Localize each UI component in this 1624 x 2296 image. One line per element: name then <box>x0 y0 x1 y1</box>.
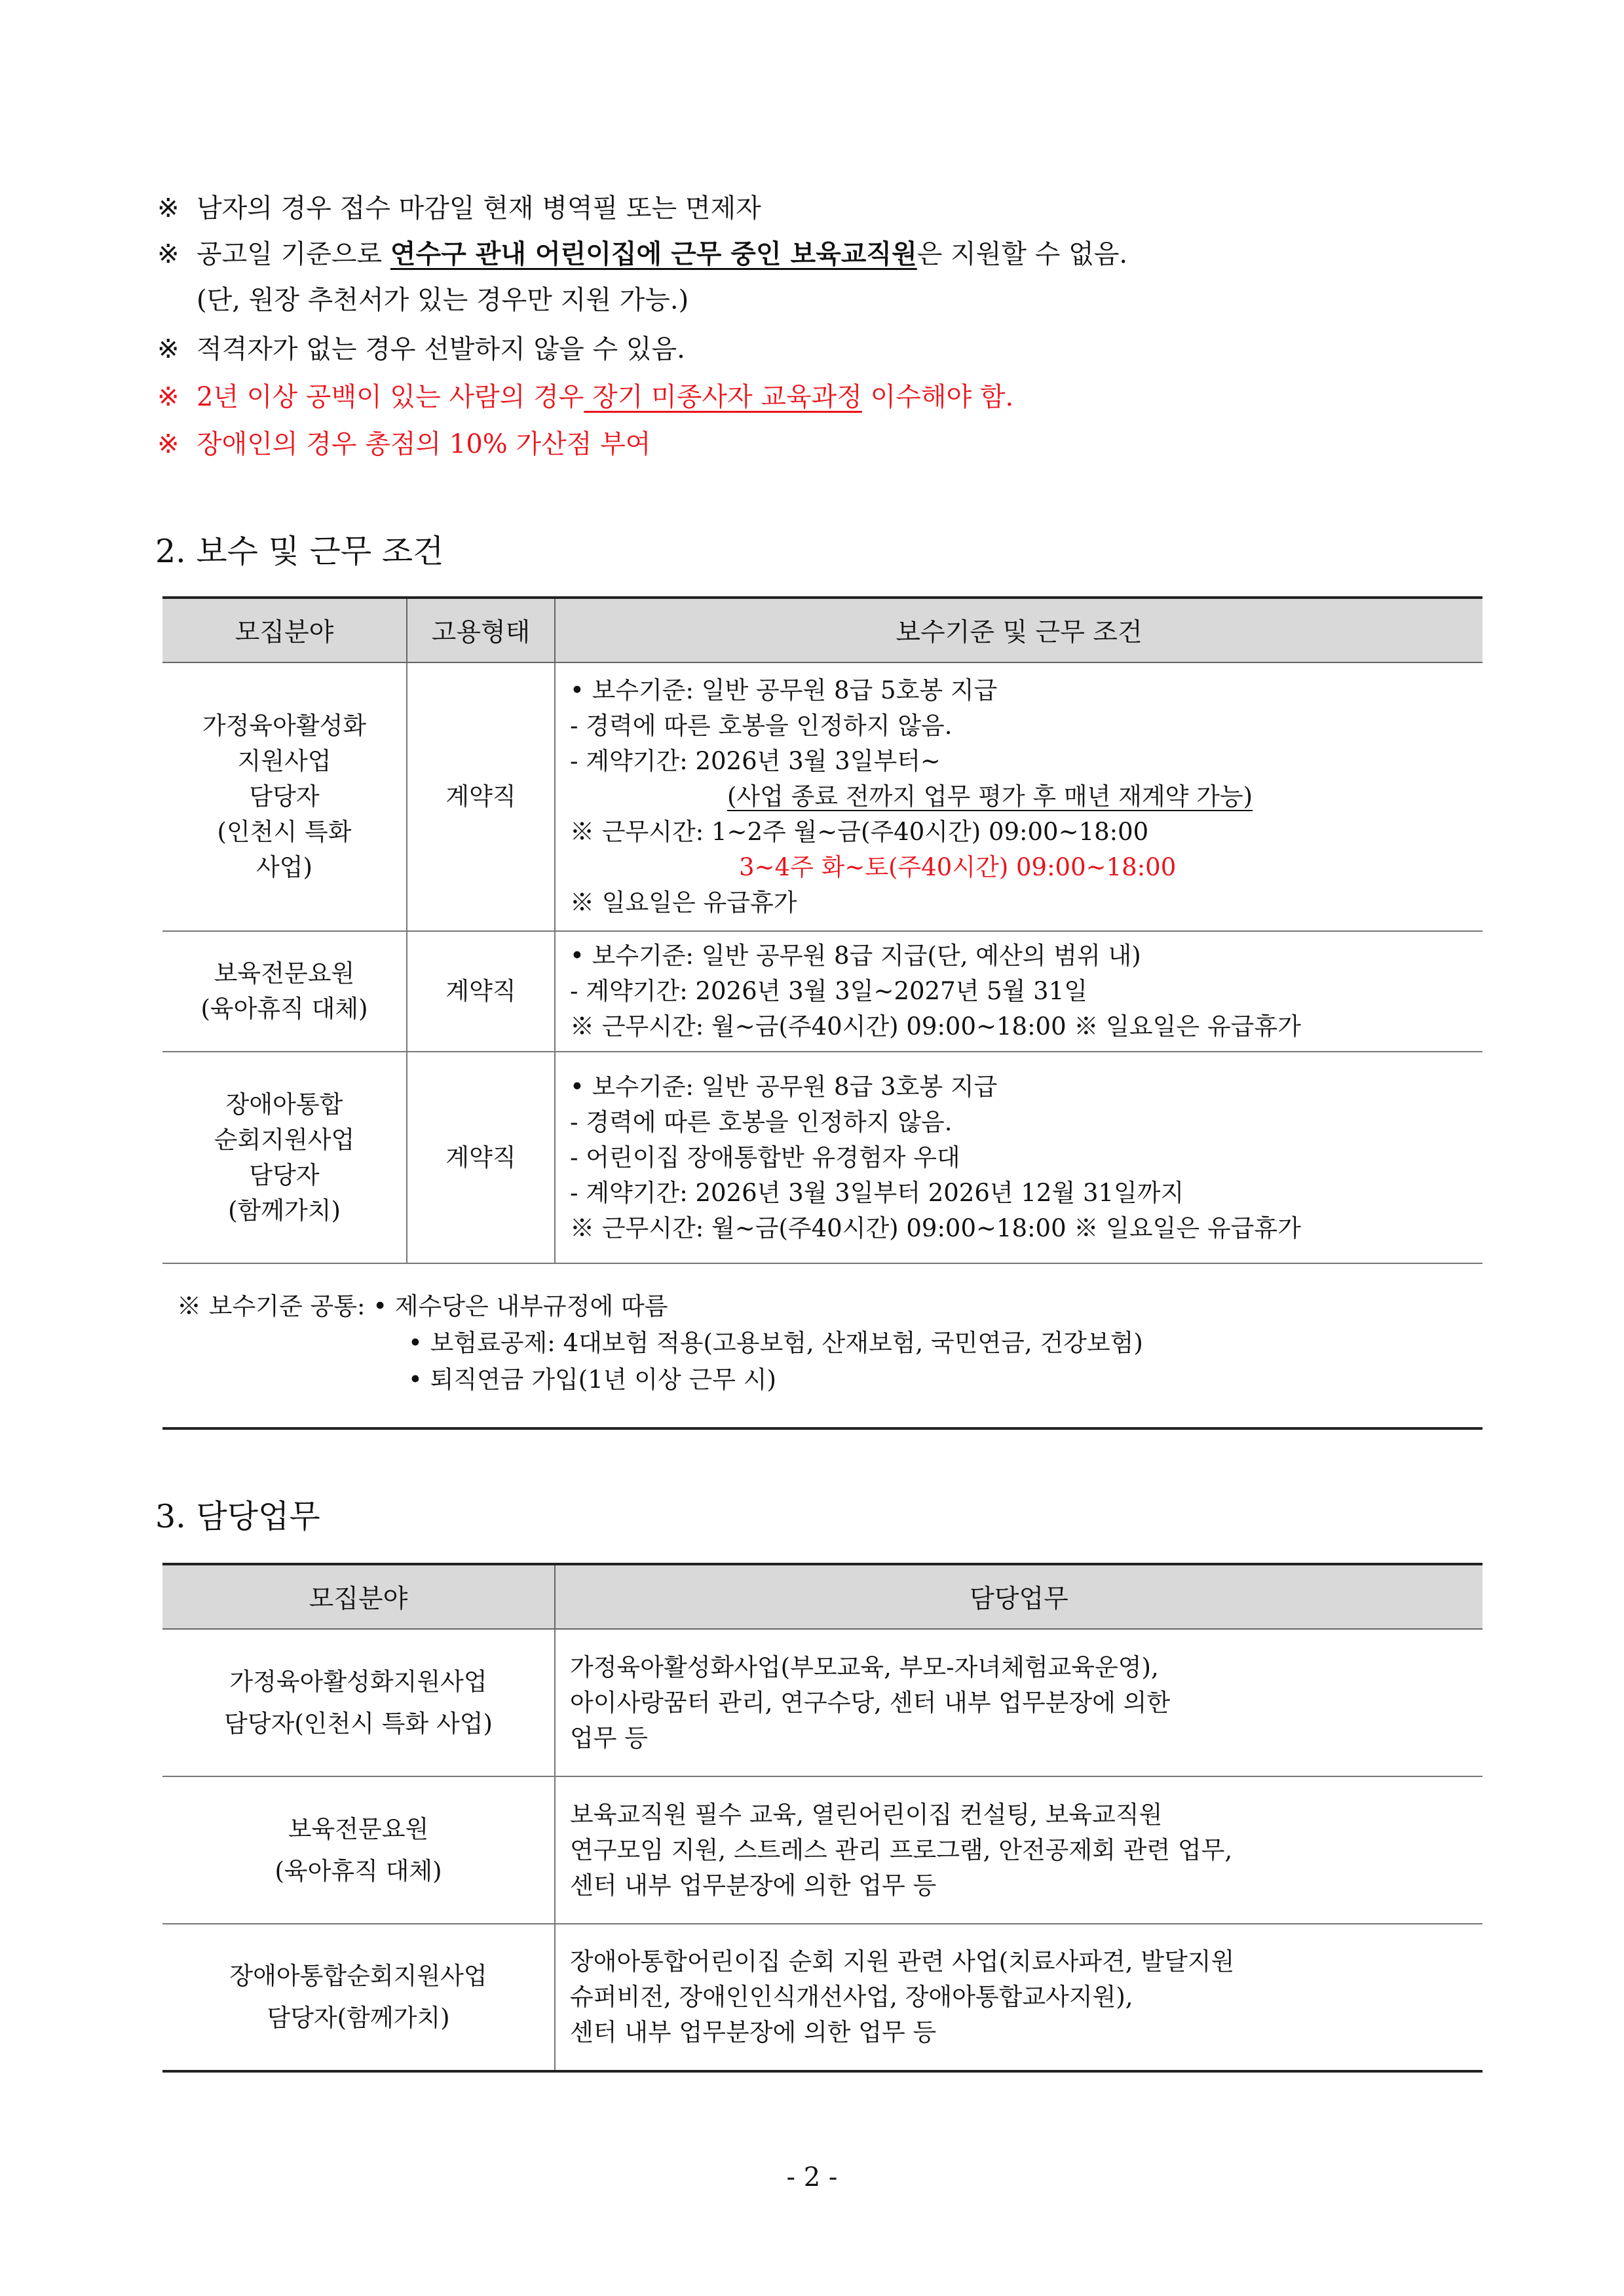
note-no-qualified: ※ 적격자가 없는 경우 선발하지 않을 수 있음. <box>157 334 685 364</box>
header-recruit-field: 모집분야 <box>162 1564 555 1629</box>
table-header-row <box>162 1564 1482 1629</box>
page-number: - 2 - <box>786 2162 838 2192</box>
note-exception: (단, 원장 추천서가 있는 경우만 지원 가능.) <box>197 285 689 315</box>
pay-common-notes: ※ 보수기준 공통: • 제수당은 내부규정에 따름 • 보험료공제: 4대보험 적용(고용보험, 산재보험, 국민연금, 건강보험) • 퇴직연금 가입(1년 이상 근무 시) <box>162 1278 1482 1430</box>
note-disability-bonus: ※ 장애인의 경우 총점의 10% 가산점 부여 <box>157 429 651 459</box>
table-row <box>162 1052 1482 1263</box>
pay-conditions-table <box>162 596 1482 1264</box>
recruit-field-cell: 가정육아활성화지원사업 담당자(인천시 특화 사업) <box>162 1629 555 1776</box>
emphasis-long-gap-course: 장기 미종사자 교육과정 <box>584 382 862 412</box>
table-header-row <box>162 598 1482 662</box>
note-military: ※ 남자의 경우 접수 마감일 현재 병역필 또는 면제자 <box>157 193 761 223</box>
header-pay-conditions: 보수기준 및 근무 조건 <box>555 598 1482 662</box>
employment-type-cell: 계약직 <box>407 931 555 1052</box>
recruit-field-cell: 보육전문요원 (육아휴직 대체) <box>162 1776 555 1924</box>
conditions-cell: • 보수기준: 일반 공무원 8급 지급(단, 예산의 범위 내) - 계약기간: 2026년 3월 3일~2027년 5월 31일 ※ 근무시간: 월~금(주40시간) 09:00~18:00 ※ 일요일은 유급휴가 <box>555 931 1482 1052</box>
table-row <box>162 1924 1482 2071</box>
note-current-staff: ※ 공고일 기준으로 연수구 관내 어린이집에 근무 중인 보육교직원은 지원할 수 없음. <box>157 239 1128 269</box>
header-recruit-field: 모집분야 <box>162 598 407 662</box>
table-row <box>162 1776 1482 1924</box>
note-long-gap: ※ 2년 이상 공백이 있는 사람의 경우 장기 미종사자 교육과정 이수해야 함. <box>157 382 1014 412</box>
employment-type-cell: 계약직 <box>407 1052 555 1263</box>
recruit-field-cell: 장애아통합순회지원사업 담당자(함께가치) <box>162 1924 555 2071</box>
duties-cell: 보육교직원 필수 교육, 열린어린이집 컨설팅, 보육교직원 연구모임 지원, 스트레스 관리 프로그램, 안전공제회 관련 업무, 센터 내부 업무분장에 의한 업무 등 <box>555 1776 1482 1924</box>
duties-cell: 장애아통합어린이집 순회 지원 관련 사업(치료사파견, 발달지원 슈퍼비전, 장애인인식개선사업, 장애아통합교사지원), 센터 내부 업무분장에 의한 업무 등 <box>555 1924 1482 2071</box>
recruit-field-cell: 보육전문요원 (육아휴직 대체) <box>162 931 407 1052</box>
duties-cell: 가정육아활성화사업(부모교육, 부모-자녀체험교육운영), 아이사랑꿈터 관리, 연구수당, 센터 내부 업무분장에 의한 업무 등 <box>555 1629 1482 1776</box>
recruit-field-cell: 장애아통합 순회지원사업 담당자 (함께가치) <box>162 1052 407 1263</box>
conditions-cell: • 보수기준: 일반 공무원 8급 5호봉 지급 - 경력에 따른 호봉을 인정하지 않음. - 계약기간: 2026년 3월 3일부터~ (사업 종료 전까지 업무 평가 후 매년 재계약 가능) ※ 근무시간: 1~2주 월~금(주40시간) 09:00~18:00 3~4주 화~토(주40시간) 09:00~18:00 ※ 일요일은 유급휴가 <box>555 662 1482 931</box>
recruit-field-cell: 가정육아활성화 지원사업 담당자 (인천시 특화 사업) <box>162 662 407 931</box>
section-3-title: 3. 담당업무 <box>155 1498 320 1535</box>
header-employment-type: 고용형태 <box>407 598 555 662</box>
section-2-title: 2. 보수 및 근무 조건 <box>155 533 444 570</box>
employment-type-cell: 계약직 <box>407 662 555 931</box>
table-row <box>162 1629 1482 1776</box>
header-duties: 담당업무 <box>555 1564 1482 1629</box>
table-row <box>162 662 1482 931</box>
emphasis-current-staff: 연수구 관내 어린이집에 근무 중인 보육교직원 <box>390 239 917 269</box>
table-row <box>162 931 1482 1052</box>
duties-table <box>162 1563 1482 2073</box>
conditions-cell: • 보수기준: 일반 공무원 8급 3호봉 지급 - 경력에 따른 호봉을 인정하지 않음. - 어린이집 장애통합반 유경험자 우대 - 계약기간: 2026년 3월 3일부터 2026년 12월 31일까지 ※ 근무시간: 월~금(주40시간) 09:00~18:00 ※ 일요일은 유급휴가 <box>555 1052 1482 1263</box>
